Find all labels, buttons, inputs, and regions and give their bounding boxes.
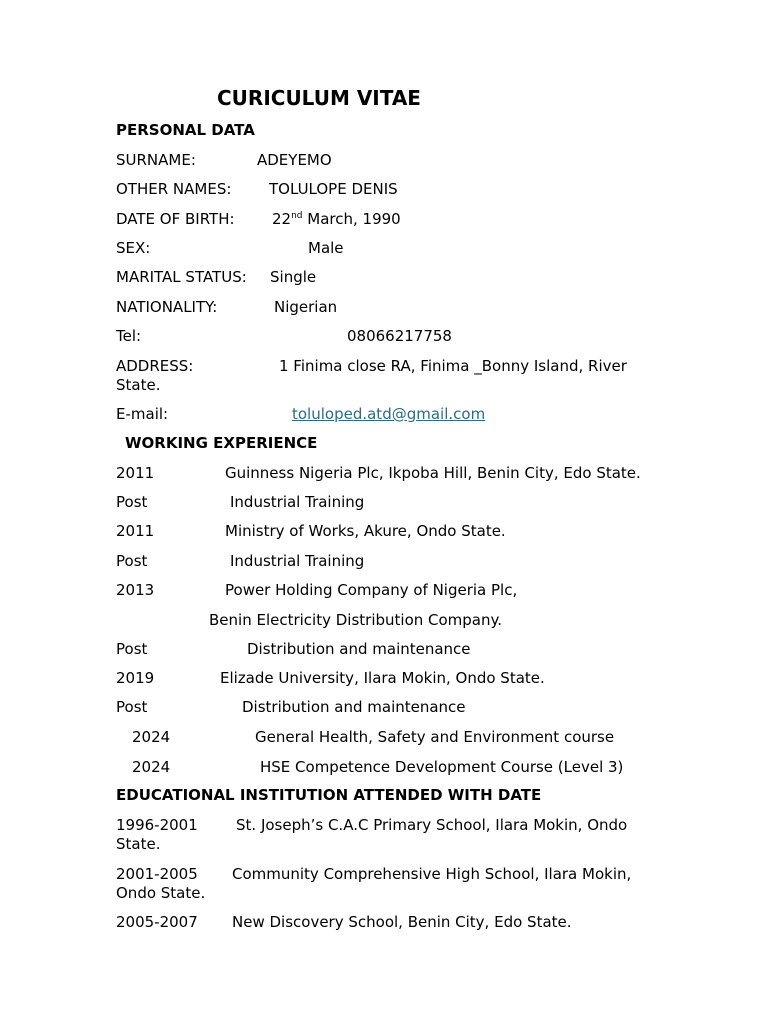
sex-row [116,239,344,258]
work-description: General Health, Safety and Environment course [255,728,615,746]
work-year: Post [116,493,148,511]
work-year: 2024 [132,758,171,776]
edu-school-continued: Ondo State. [116,884,206,902]
work-description: HSE Competence Development Course (Level 3) [260,758,624,776]
edu-years: 1996-2001 [116,816,198,834]
sex-value: Male [308,239,344,257]
work-description: Elizade University, Ilara Mokin, Ondo State. [220,669,545,687]
surname-row [116,151,332,170]
work-year: Post [116,552,148,570]
marital-value: Single [270,268,317,286]
work-year: Post [116,698,148,716]
tel-label: Tel: [116,327,142,345]
dob-ordinal: nd [291,211,303,221]
dob-day: 22 [272,210,292,228]
marital-row [116,268,317,287]
work-description: Industrial Training [230,552,365,570]
other-names-value: TOLULOPE DENIS [269,180,398,198]
address-line-1: 1 Finima close RA, Finima _Bonny Island, River [279,357,627,375]
address-line-2: State. [116,376,161,394]
work-description: Distribution and maintenance [242,698,466,716]
tel-value: 08066217758 [347,327,452,345]
nationality-value: Nigerian [274,298,338,316]
email-link[interactable]: toluloped.atd@gmail.com [292,405,486,423]
marital-label: MARITAL STATUS: [116,268,247,286]
dob-month-year: March, 1990 [302,210,401,228]
nationality-label: NATIONALITY: [116,298,218,316]
work-description: Power Holding Company of Nigeria Plc, [225,581,518,599]
edu-school: St. Joseph’s C.A.C Primary School, Ilara Mokin, Ondo [236,816,628,834]
address-row [116,357,627,376]
work-year: 2013 [116,581,155,599]
edu-school: Community Comprehensive High School, Ilara Mokin, [232,865,632,883]
other-names-row [116,180,398,199]
edu-school-continued: State. [116,835,161,853]
work-year: 2011 [116,522,155,540]
dob-value [272,210,401,229]
dob-row [116,210,401,229]
edu-row [116,816,628,835]
surname-value: ADEYEMO [257,151,332,169]
work-year: Post [116,640,148,658]
email-label: E-mail: [116,405,169,423]
other-names-label: OTHER NAMES: [116,180,232,198]
edu-years: 2005-2007 [116,913,198,931]
work-description: Distribution and maintenance [247,640,471,658]
edu-school: New Discovery School, Benin City, Edo State. [232,913,572,931]
sex-label: SEX: [116,239,151,257]
work-year: 2011 [116,464,155,482]
education-heading: EDUCATIONAL INSTITUTION ATTENDED WITH DATE [116,786,542,804]
work-description: Industrial Training [230,493,365,511]
dob-label: DATE OF BIRTH: [116,210,235,228]
email-row [116,405,486,424]
working-experience-heading: WORKING EXPERIENCE [125,434,318,452]
tel-row [116,327,452,346]
edu-years: 2001-2005 [116,865,198,883]
work-description: Ministry of Works, Akure, Ondo State. [225,522,506,540]
edu-row [116,913,572,932]
nationality-row [116,298,338,317]
document-title: CURICULUM VITAE [217,86,421,110]
surname-label: SURNAME: [116,151,196,169]
work-year: 2019 [116,669,155,687]
personal-data-heading: PERSONAL DATA [116,121,255,139]
address-label: ADDRESS: [116,357,194,375]
edu-row [116,865,632,884]
work-description: Guinness Nigeria Plc, Ikpoba Hill, Benin City, Edo State. [225,464,641,482]
work-description: Benin Electricity Distribution Company. [209,611,503,629]
work-year: 2024 [132,728,171,746]
